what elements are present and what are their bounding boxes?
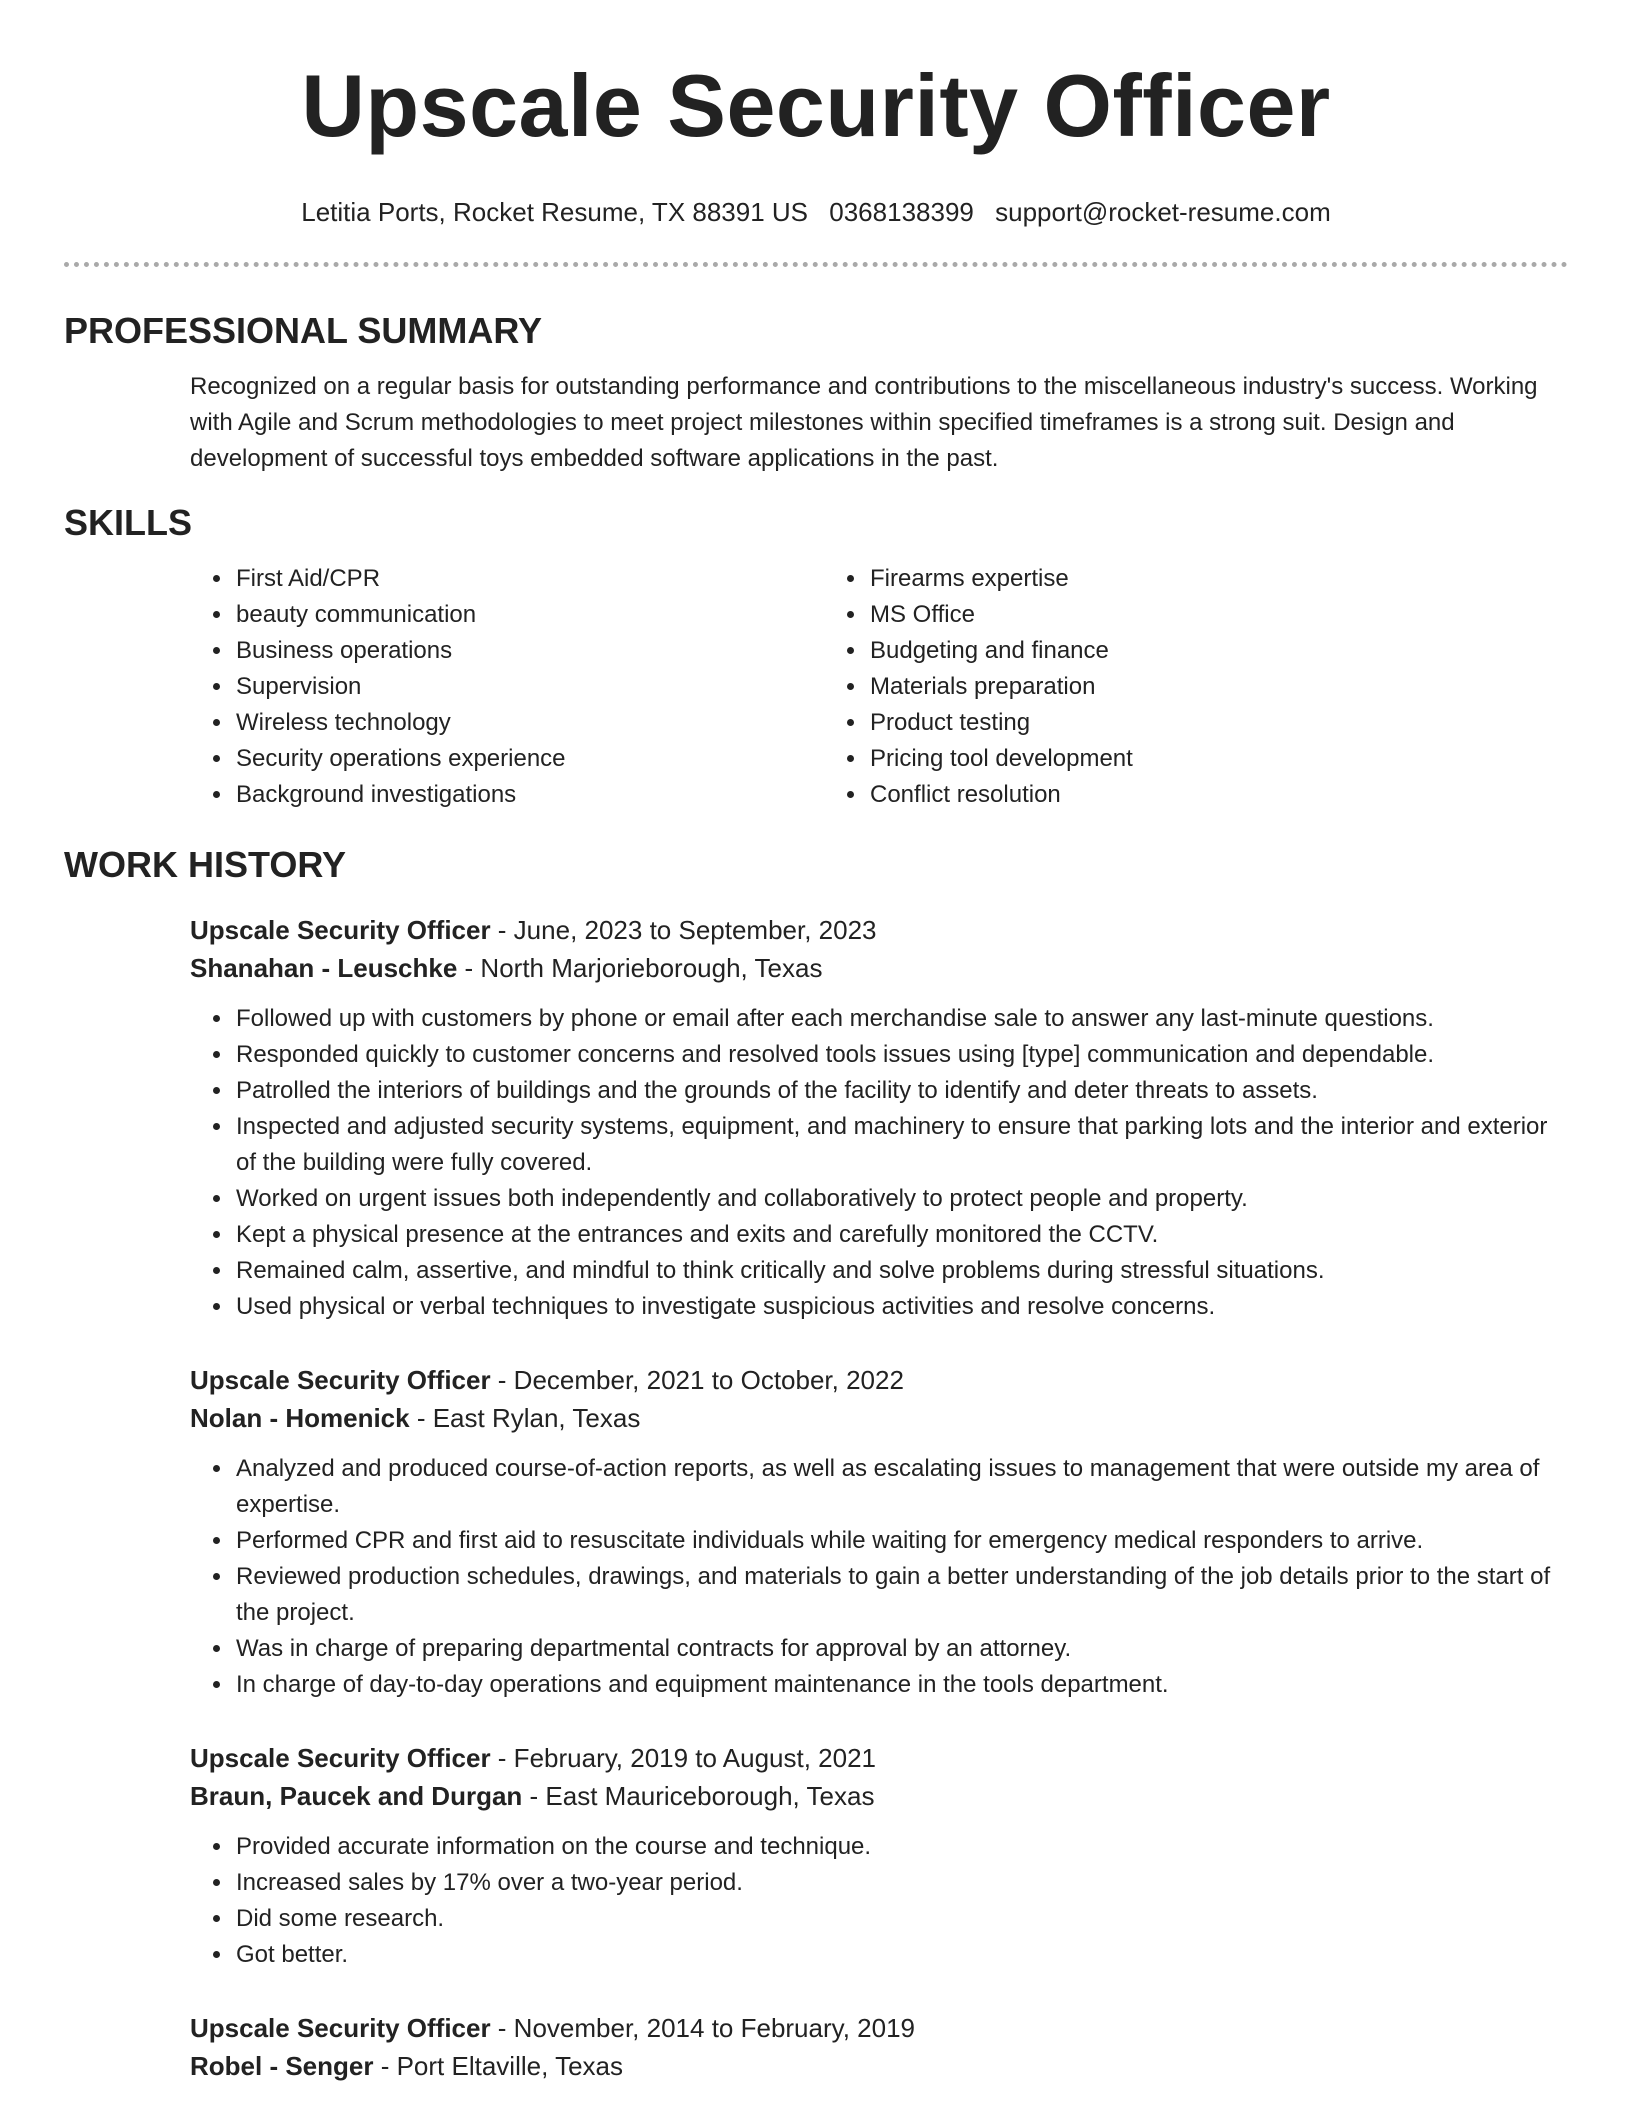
job-bullets	[190, 1451, 1568, 1703]
job-bullet: • Did some research.	[234, 1901, 1568, 1937]
job-bullet: • Responded quickly to customer concerns and resolved tools issues using [type] communication and dependable.	[234, 1037, 1568, 1073]
skill-item: • Supervision	[234, 669, 824, 705]
contact-address: Letitia Ports, Rocket Resume, TX 88391 US	[301, 197, 809, 227]
job-bullet: • Followed up with customers by phone or email after each merchandise sale to answer any last-minute questions.	[234, 1001, 1568, 1037]
job-title-line	[190, 1361, 1568, 1399]
skill-item: • Materials preparation	[868, 669, 1524, 705]
job-location: - East Rylan, Texas	[409, 1403, 641, 1433]
job-location: - North Marjorieborough, Texas	[457, 953, 823, 983]
job-role: Upscale Security Officer	[190, 1365, 491, 1395]
skill-item: • First Aid/CPR	[234, 561, 824, 597]
skills-heading: SKILLS	[64, 502, 193, 543]
job-role: Upscale Security Officer	[190, 2013, 491, 2043]
job-role: Upscale Security Officer	[190, 1743, 491, 1773]
header-divider	[64, 262, 1568, 267]
job-company-line	[190, 2047, 1568, 2085]
job-bullet: • Was in charge of preparing departmental contracts for approval by an attorney.	[234, 1631, 1568, 1667]
job-company: Shanahan - Leuschke	[190, 953, 458, 983]
skill-item: • Wireless technology	[234, 705, 824, 741]
job-bullet: • Used physical or verbal techniques to investigate suspicious activities and resolve concerns.	[234, 1289, 1568, 1325]
job-bullets	[190, 1829, 1568, 1973]
summary-text: Recognized on a regular basis for outstanding performance and contributions to the miscellaneous industry's success. Working with Agile and Scrum methodologies to meet project milestones within specified timeframes is a strong suit. Design and development of successful toys embedded software applications in the past.	[190, 373, 1538, 472]
job-bullet: • Analyzed and produced course-of-action reports, as well as escalating issues to management that were outside my area of expertise.	[234, 1451, 1568, 1523]
skill-item: • Budgeting and finance	[868, 633, 1524, 669]
candidate-name: Upscale Security Officer	[301, 56, 1331, 155]
job-location: - Port Eltaville, Texas	[373, 2051, 623, 2081]
skill-item: • beauty communication	[234, 597, 824, 633]
skill-item: • Background investigations	[234, 777, 824, 813]
skill-item: • Business operations	[234, 633, 824, 669]
job-bullet: • Increased sales by 17% over a two-year period.	[234, 1865, 1568, 1901]
job-dates: - February, 2019 to August, 2021	[490, 1743, 877, 1773]
job-entry	[190, 1361, 1568, 1703]
work-history-heading: WORK HISTORY	[64, 844, 347, 885]
job-bullets	[190, 1001, 1568, 1325]
contact-line	[0, 196, 1632, 228]
job-bullet: • Got better.	[234, 1937, 1568, 1973]
job-company: Nolan - Homenick	[190, 1403, 410, 1433]
job-company-line	[190, 1777, 1568, 1815]
job-company: Braun, Paucek and Durgan	[190, 1781, 523, 1811]
job-bullet: • Worked on urgent issues both independently and collaboratively to protect people and property.	[234, 1181, 1568, 1217]
job-bullet: • Reviewed production schedules, drawings, and materials to gain a better understanding of the job details prior to the start of the project.	[234, 1559, 1568, 1631]
job-location: - East Mauriceborough, Texas	[522, 1781, 875, 1811]
job-entry	[190, 1739, 1568, 1973]
job-bullet: • Patrolled the interiors of buildings and the grounds of the facility to identify and deter threats to assets.	[234, 1073, 1568, 1109]
job-title-line	[190, 1739, 1568, 1777]
job-dates: - November, 2014 to February, 2019	[490, 2013, 915, 2043]
skills-column-right	[824, 561, 1524, 813]
job-dates: - December, 2021 to October, 2022	[490, 1365, 904, 1395]
skill-item: • Product testing	[868, 705, 1524, 741]
job-bullet: • Remained calm, assertive, and mindful to think critically and solve problems during stressful situations.	[234, 1253, 1568, 1289]
resume-header	[0, 0, 1632, 228]
skill-item: • Conflict resolution	[868, 777, 1524, 813]
job-bullet: • Performed CPR and first aid to resuscitate individuals while waiting for emergency medical responders to arrive.	[234, 1523, 1568, 1559]
job-bullet: • In charge of day-to-day operations and equipment maintenance in the tools department.	[234, 1667, 1568, 1703]
job-dates: - June, 2023 to September, 2023	[490, 915, 877, 945]
job-entry	[190, 911, 1568, 1325]
skills-list	[0, 561, 1632, 813]
job-bullet: • Provided accurate information on the course and technique.	[234, 1829, 1568, 1865]
job-bullet: • Inspected and adjusted security systems, equipment, and machinery to ensure that parking lots and the interior and exterior of the building were fully covered.	[234, 1109, 1568, 1181]
skill-item: • MS Office	[868, 597, 1524, 633]
skill-item: • Firearms expertise	[868, 561, 1524, 597]
job-entry	[190, 2009, 1568, 2085]
job-role: Upscale Security Officer	[190, 915, 491, 945]
job-title-line	[190, 2009, 1568, 2047]
job-company-line	[190, 1399, 1568, 1437]
job-bullet: • Kept a physical presence at the entrances and exits and carefully monitored the CCTV.	[234, 1217, 1568, 1253]
summary-heading: PROFESSIONAL SUMMARY	[64, 310, 543, 351]
job-company-line	[190, 949, 1568, 987]
contact-phone: 0368138399	[829, 197, 974, 227]
job-company: Robel - Senger	[190, 2051, 374, 2081]
job-title-line	[190, 911, 1568, 949]
skill-item: • Pricing tool development	[868, 741, 1524, 777]
skills-column-left	[190, 561, 824, 813]
skill-item: • Security operations experience	[234, 741, 824, 777]
contact-email: support@rocket-resume.com	[995, 197, 1331, 227]
